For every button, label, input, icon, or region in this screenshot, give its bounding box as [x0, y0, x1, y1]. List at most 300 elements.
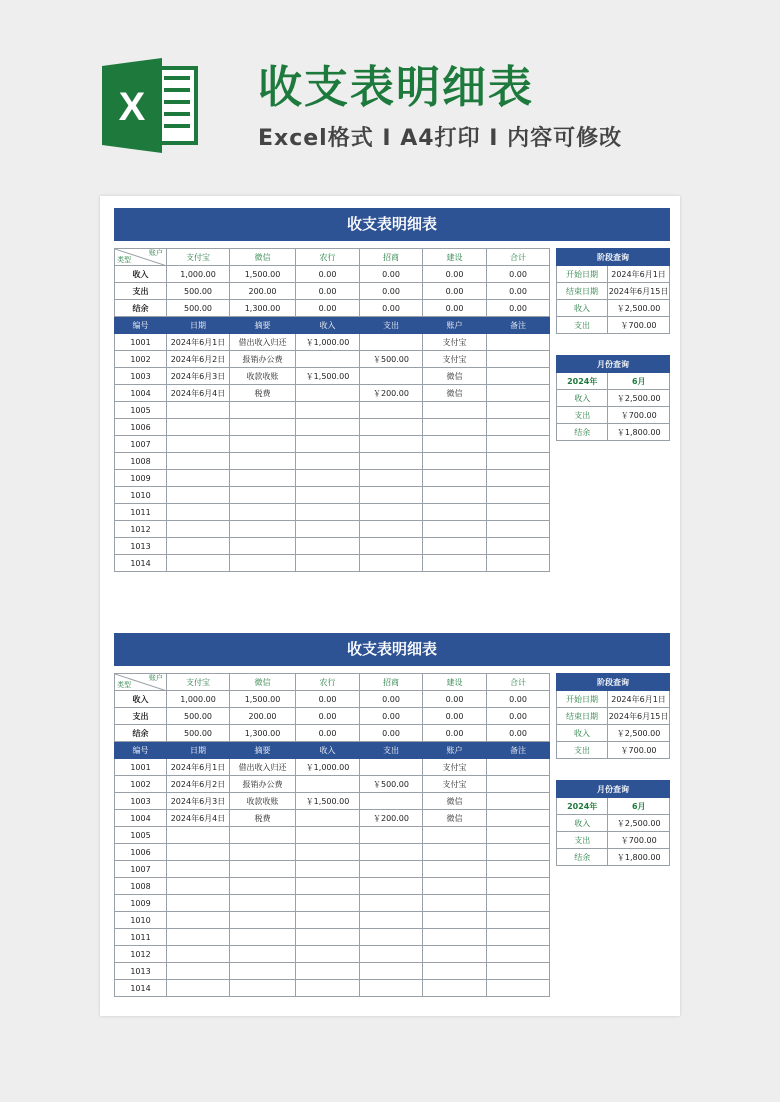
detail-cell[interactable]: 2024年6月4日 — [167, 385, 230, 402]
detail-cell[interactable] — [167, 555, 230, 572]
table-row — [115, 470, 550, 487]
detail-cell[interactable]: ￥500.00 — [360, 351, 423, 368]
detail-cell[interactable] — [487, 963, 550, 980]
detail-cell[interactable]: 收款收账 — [230, 793, 296, 810]
detail-cell[interactable] — [230, 402, 296, 419]
summary-value-cell[interactable]: 0.00 — [423, 708, 487, 725]
detail-cell[interactable]: 1005 — [115, 827, 167, 844]
detail-cell[interactable]: 微信 — [423, 385, 487, 402]
summary-value-cell[interactable]: 1,500.00 — [230, 266, 296, 283]
detail-cell[interactable] — [487, 538, 550, 555]
summary-value-cell[interactable]: 0.00 — [423, 725, 487, 742]
month-query-value[interactable]: ￥1,800.00 — [608, 849, 670, 866]
detail-cell[interactable] — [296, 963, 360, 980]
detail-cell[interactable] — [423, 827, 487, 844]
detail-cell[interactable] — [167, 436, 230, 453]
detail-cell[interactable]: 微信 — [423, 368, 487, 385]
detail-cell[interactable] — [487, 453, 550, 470]
detail-cell[interactable] — [296, 844, 360, 861]
detail-cell[interactable]: ￥500.00 — [360, 776, 423, 793]
detail-cell[interactable] — [360, 402, 423, 419]
detail-cell[interactable] — [296, 827, 360, 844]
detail-cell[interactable]: 报销办公费 — [230, 776, 296, 793]
detail-cell[interactable] — [423, 504, 487, 521]
stage-query-value[interactable]: ￥2,500.00 — [608, 300, 670, 317]
detail-cell[interactable]: 2024年6月2日 — [167, 351, 230, 368]
table-row — [115, 538, 550, 555]
detail-cell[interactable] — [296, 351, 360, 368]
detail-cell[interactable] — [423, 487, 487, 504]
detail-cell[interactable] — [296, 521, 360, 538]
detail-cell[interactable] — [487, 844, 550, 861]
detail-cell[interactable]: 支付宝 — [423, 759, 487, 776]
detail-cell[interactable] — [360, 793, 423, 810]
detail-cell[interactable] — [296, 385, 360, 402]
detail-cell[interactable] — [423, 436, 487, 453]
summary-value-cell[interactable]: 0.00 — [296, 266, 360, 283]
detail-cell[interactable] — [296, 487, 360, 504]
summary-value-cell[interactable]: 200.00 — [230, 708, 296, 725]
month-query-row — [557, 832, 670, 849]
detail-cell[interactable] — [167, 487, 230, 504]
detail-cell[interactable]: 支付宝 — [423, 351, 487, 368]
detail-cell[interactable] — [167, 402, 230, 419]
detail-cell[interactable] — [487, 929, 550, 946]
month-query-value[interactable]: ￥1,800.00 — [608, 424, 670, 441]
detail-cell[interactable]: 1007 — [115, 861, 167, 878]
detail-cell[interactable]: ￥1,500.00 — [296, 793, 360, 810]
stage-query-row — [557, 742, 670, 759]
summary-row — [115, 300, 550, 317]
detail-cell[interactable]: 2024年6月1日 — [167, 334, 230, 351]
detail-cell[interactable] — [167, 844, 230, 861]
table-row — [115, 844, 550, 861]
detail-cell[interactable] — [360, 504, 423, 521]
detail-header-row — [115, 317, 550, 334]
stage-query-value[interactable]: ￥700.00 — [608, 742, 670, 759]
detail-cell[interactable] — [167, 538, 230, 555]
detail-cell[interactable] — [230, 895, 296, 912]
detail-cell[interactable] — [230, 844, 296, 861]
detail-cell[interactable] — [360, 487, 423, 504]
detail-cell[interactable] — [487, 504, 550, 521]
detail-cell[interactable]: 1001 — [115, 759, 167, 776]
detail-cell[interactable]: 2024年6月3日 — [167, 368, 230, 385]
detail-cell[interactable] — [360, 912, 423, 929]
month-query-value[interactable]: ￥2,500.00 — [608, 390, 670, 407]
detail-header-cell: 编号 — [115, 317, 167, 334]
detail-cell[interactable] — [360, 963, 423, 980]
stage-query-row — [557, 708, 670, 725]
detail-cell[interactable] — [423, 980, 487, 997]
detail-cell[interactable]: 1013 — [115, 963, 167, 980]
detail-cell[interactable] — [296, 776, 360, 793]
month-query-value[interactable]: ￥700.00 — [608, 407, 670, 424]
table-row — [115, 929, 550, 946]
table-row — [115, 453, 550, 470]
detail-cell[interactable] — [423, 419, 487, 436]
detail-cell[interactable] — [230, 827, 296, 844]
detail-cell[interactable] — [296, 419, 360, 436]
detail-cell[interactable]: 收款收账 — [230, 368, 296, 385]
detail-cell[interactable] — [230, 419, 296, 436]
detail-cell[interactable] — [487, 861, 550, 878]
detail-cell[interactable]: 1013 — [115, 538, 167, 555]
detail-cell[interactable]: 报销办公费 — [230, 351, 296, 368]
detail-cell[interactable] — [487, 912, 550, 929]
stage-query-value[interactable]: 2024年6月1日 — [608, 691, 670, 708]
detail-cell[interactable]: ￥1,000.00 — [296, 759, 360, 776]
detail-cell[interactable] — [487, 555, 550, 572]
detail-cell[interactable] — [296, 980, 360, 997]
stage-query-table — [556, 248, 670, 334]
detail-cell[interactable] — [296, 810, 360, 827]
detail-cell[interactable]: 1004 — [115, 385, 167, 402]
summary-body — [115, 249, 550, 317]
detail-cell[interactable]: 1011 — [115, 504, 167, 521]
stage-query-value[interactable]: 2024年6月1日 — [608, 266, 670, 283]
detail-cell[interactable] — [487, 878, 550, 895]
summary-value-cell[interactable]: 0.00 — [487, 266, 550, 283]
excel-logo-icon — [100, 58, 200, 153]
detail-cell[interactable] — [423, 521, 487, 538]
month-query-value[interactable]: ￥700.00 — [608, 832, 670, 849]
summary-value-cell[interactable]: 0.00 — [296, 300, 360, 317]
detail-cell[interactable]: 1008 — [115, 453, 167, 470]
detail-cell[interactable] — [296, 929, 360, 946]
account-header-cell: 微信 — [230, 674, 296, 691]
detail-header-row — [115, 742, 550, 759]
detail-cell[interactable] — [487, 385, 550, 402]
summary-value-cell[interactable]: 0.00 — [487, 283, 550, 300]
detail-cell[interactable] — [360, 844, 423, 861]
summary-label-cell: 支出 — [115, 283, 167, 300]
detail-cell[interactable] — [423, 538, 487, 555]
detail-cell[interactable] — [230, 912, 296, 929]
summary-value-cell[interactable]: 0.00 — [360, 725, 423, 742]
table-row — [115, 827, 550, 844]
detail-cell[interactable] — [487, 419, 550, 436]
detail-cell[interactable] — [167, 827, 230, 844]
detail-cell[interactable] — [360, 895, 423, 912]
detail-cell[interactable] — [230, 963, 296, 980]
detail-cell[interactable] — [423, 402, 487, 419]
summary-row — [115, 691, 550, 708]
detail-cell[interactable] — [487, 521, 550, 538]
detail-cell[interactable] — [487, 776, 550, 793]
month-query-label: 结余 — [557, 849, 608, 866]
detail-cell[interactable]: 税费 — [230, 385, 296, 402]
detail-cell[interactable]: 1003 — [115, 368, 167, 385]
detail-cell[interactable] — [487, 827, 550, 844]
detail-cell[interactable] — [423, 878, 487, 895]
detail-cell[interactable] — [296, 861, 360, 878]
detail-cell[interactable]: ￥1,500.00 — [296, 368, 360, 385]
stage-query-label: 结束日期 — [557, 283, 608, 300]
stage-query-value[interactable]: 2024年6月15日 — [608, 708, 670, 725]
detail-cell[interactable] — [296, 538, 360, 555]
summary-value-cell[interactable]: 0.00 — [423, 283, 487, 300]
detail-cell[interactable] — [487, 402, 550, 419]
detail-cell[interactable] — [230, 453, 296, 470]
detail-cell[interactable]: 1011 — [115, 929, 167, 946]
stage-query-value[interactable]: ￥2,500.00 — [608, 725, 670, 742]
summary-value-cell[interactable]: 1,000.00 — [167, 266, 230, 283]
detail-cell[interactable]: 1001 — [115, 334, 167, 351]
month-query-value[interactable]: ￥2,500.00 — [608, 815, 670, 832]
summary-value-cell[interactable]: 0.00 — [360, 708, 423, 725]
detail-cell[interactable] — [360, 436, 423, 453]
detail-cell[interactable] — [360, 929, 423, 946]
summary-value-cell[interactable]: 1,000.00 — [167, 691, 230, 708]
account-header-cell: 合计 — [487, 249, 550, 266]
detail-cell[interactable] — [230, 878, 296, 895]
summary-value-cell[interactable]: 1,300.00 — [230, 725, 296, 742]
month-query-title: 月份查询 — [557, 356, 670, 373]
detail-cell[interactable]: ￥200.00 — [360, 810, 423, 827]
detail-cell[interactable] — [167, 912, 230, 929]
detail-cell[interactable] — [230, 555, 296, 572]
detail-cell[interactable]: 微信 — [423, 810, 487, 827]
detail-cell[interactable] — [423, 929, 487, 946]
detail-cell[interactable] — [360, 555, 423, 572]
detail-cell[interactable]: 1009 — [115, 470, 167, 487]
table-row — [115, 776, 550, 793]
detail-cell[interactable]: ￥1,000.00 — [296, 334, 360, 351]
detail-cell[interactable] — [360, 878, 423, 895]
detail-cell[interactable] — [230, 980, 296, 997]
detail-cell[interactable] — [423, 963, 487, 980]
detail-cell[interactable] — [296, 878, 360, 895]
detail-cell[interactable] — [230, 929, 296, 946]
month-query-year[interactable]: 2024年 — [557, 798, 608, 815]
detail-cell[interactable] — [167, 470, 230, 487]
detail-cell[interactable] — [487, 895, 550, 912]
detail-body — [115, 742, 550, 997]
detail-cell[interactable] — [167, 980, 230, 997]
detail-cell[interactable] — [230, 538, 296, 555]
detail-cell[interactable]: 2024年6月3日 — [167, 793, 230, 810]
detail-cell[interactable]: 1014 — [115, 555, 167, 572]
detail-cell[interactable] — [230, 436, 296, 453]
summary-value-cell[interactable]: 200.00 — [230, 283, 296, 300]
table-row — [115, 793, 550, 810]
summary-value-cell[interactable]: 0.00 — [360, 691, 423, 708]
detail-cell[interactable] — [360, 861, 423, 878]
detail-cell[interactable]: 1014 — [115, 980, 167, 997]
stage-query-table — [556, 673, 670, 759]
detail-cell[interactable]: 1009 — [115, 895, 167, 912]
document-paper — [100, 196, 680, 1016]
summary-value-cell[interactable]: 0.00 — [487, 725, 550, 742]
detail-cell[interactable]: 1008 — [115, 878, 167, 895]
detail-cell[interactable] — [296, 453, 360, 470]
detail-cell[interactable] — [423, 912, 487, 929]
detail-cell[interactable] — [167, 861, 230, 878]
summary-value-cell[interactable]: 0.00 — [423, 300, 487, 317]
detail-cell[interactable]: 税费 — [230, 810, 296, 827]
detail-cell[interactable]: 1012 — [115, 946, 167, 963]
summary-value-cell[interactable]: 0.00 — [487, 708, 550, 725]
detail-cell[interactable] — [230, 521, 296, 538]
detail-cell[interactable]: 1010 — [115, 487, 167, 504]
table-row — [115, 436, 550, 453]
month-query-month[interactable]: 6月 — [608, 798, 670, 815]
detail-cell[interactable] — [423, 470, 487, 487]
detail-cell[interactable] — [167, 521, 230, 538]
detail-cell[interactable] — [230, 487, 296, 504]
table-row — [115, 759, 550, 776]
detail-cell[interactable] — [296, 436, 360, 453]
summary-row — [115, 725, 550, 742]
detail-cell[interactable]: 2024年6月2日 — [167, 776, 230, 793]
detail-cell[interactable] — [487, 946, 550, 963]
detail-cell[interactable] — [423, 555, 487, 572]
account-header-cell: 招商 — [360, 249, 423, 266]
detail-cell[interactable] — [360, 521, 423, 538]
summary-value-cell[interactable]: 0.00 — [360, 300, 423, 317]
detail-cell[interactable] — [360, 538, 423, 555]
detail-cell[interactable] — [360, 470, 423, 487]
detail-cell[interactable]: 微信 — [423, 793, 487, 810]
detail-cell[interactable] — [167, 946, 230, 963]
detail-cell[interactable]: 1010 — [115, 912, 167, 929]
summary-row — [115, 283, 550, 300]
detail-cell[interactable] — [230, 946, 296, 963]
detail-cell[interactable]: 1006 — [115, 844, 167, 861]
detail-cell[interactable] — [360, 946, 423, 963]
detail-cell[interactable] — [296, 946, 360, 963]
detail-cell[interactable]: 1002 — [115, 776, 167, 793]
detail-cell[interactable] — [230, 470, 296, 487]
account-header-row — [115, 674, 550, 691]
detail-cell[interactable] — [360, 759, 423, 776]
detail-cell[interactable] — [230, 861, 296, 878]
detail-cell[interactable] — [423, 946, 487, 963]
detail-cell[interactable] — [296, 402, 360, 419]
detail-cell[interactable]: 支付宝 — [423, 776, 487, 793]
detail-cell[interactable] — [423, 844, 487, 861]
month-query-month[interactable]: 6月 — [608, 373, 670, 390]
summary-value-cell[interactable]: 0.00 — [487, 300, 550, 317]
detail-cell[interactable] — [487, 470, 550, 487]
detail-cell[interactable] — [360, 453, 423, 470]
detail-cell[interactable] — [487, 759, 550, 776]
stage-query-row — [557, 266, 670, 283]
stage-query-value[interactable]: ￥700.00 — [608, 317, 670, 334]
month-query-row — [557, 424, 670, 441]
detail-cell[interactable] — [167, 878, 230, 895]
table-row — [115, 385, 550, 402]
detail-cell[interactable] — [423, 861, 487, 878]
detail-header-cell: 账户 — [423, 742, 487, 759]
account-header-cell: 微信 — [230, 249, 296, 266]
summary-value-cell[interactable]: 0.00 — [296, 708, 360, 725]
detail-cell[interactable]: 支付宝 — [423, 334, 487, 351]
detail-cell[interactable]: 2024年6月1日 — [167, 759, 230, 776]
summary-value-cell[interactable]: 1,300.00 — [230, 300, 296, 317]
summary-value-cell[interactable]: 500.00 — [167, 725, 230, 742]
detail-header-cell: 摘要 — [230, 742, 296, 759]
month-query-year[interactable]: 2024年 — [557, 373, 608, 390]
table-row — [115, 980, 550, 997]
detail-cell[interactable] — [167, 453, 230, 470]
detail-cell[interactable] — [487, 351, 550, 368]
account-header-cell: 支付宝 — [167, 674, 230, 691]
summary-value-cell[interactable]: 0.00 — [360, 266, 423, 283]
detail-cell[interactable]: ￥200.00 — [360, 385, 423, 402]
detail-cell[interactable]: 1007 — [115, 436, 167, 453]
detail-cell[interactable] — [487, 810, 550, 827]
summary-label-cell: 支出 — [115, 708, 167, 725]
detail-cell[interactable] — [487, 980, 550, 997]
summary-value-cell[interactable]: 0.00 — [423, 691, 487, 708]
detail-cell[interactable] — [487, 793, 550, 810]
summary-value-cell[interactable]: 500.00 — [167, 300, 230, 317]
detail-cell[interactable] — [360, 368, 423, 385]
detail-cell[interactable]: 1003 — [115, 793, 167, 810]
detail-cell[interactable] — [230, 504, 296, 521]
detail-cell[interactable] — [487, 487, 550, 504]
detail-cell[interactable]: 1012 — [115, 521, 167, 538]
corner-cell — [115, 674, 167, 691]
corner-bottom-label: 类型 — [117, 681, 131, 689]
detail-cell[interactable] — [360, 827, 423, 844]
summary-value-cell[interactable]: 0.00 — [423, 266, 487, 283]
summary-value-cell[interactable]: 0.00 — [296, 725, 360, 742]
table-row — [115, 912, 550, 929]
detail-cell[interactable] — [167, 895, 230, 912]
detail-cell[interactable]: 1004 — [115, 810, 167, 827]
summary-value-cell[interactable]: 0.00 — [296, 691, 360, 708]
detail-cell[interactable]: 2024年6月4日 — [167, 810, 230, 827]
detail-cell[interactable] — [423, 895, 487, 912]
detail-cell[interactable]: 借出收入归还 — [230, 334, 296, 351]
summary-value-cell[interactable]: 0.00 — [487, 691, 550, 708]
detail-cell[interactable] — [487, 368, 550, 385]
detail-cell[interactable] — [167, 504, 230, 521]
detail-cell[interactable]: 借出收入归还 — [230, 759, 296, 776]
detail-cell[interactable]: 1005 — [115, 402, 167, 419]
detail-cell[interactable] — [296, 504, 360, 521]
detail-cell[interactable] — [360, 419, 423, 436]
detail-cell[interactable]: 1006 — [115, 419, 167, 436]
detail-cell[interactable] — [487, 334, 550, 351]
detail-cell[interactable] — [423, 453, 487, 470]
corner-top-label: 账户 — [149, 674, 163, 682]
detail-cell[interactable] — [296, 912, 360, 929]
detail-cell[interactable] — [296, 555, 360, 572]
summary-value-cell[interactable]: 500.00 — [167, 708, 230, 725]
stage-query-title: 阶段查询 — [557, 249, 670, 266]
stage-query-value[interactable]: 2024年6月15日 — [608, 283, 670, 300]
summary-label-cell: 结余 — [115, 300, 167, 317]
detail-cell[interactable] — [167, 963, 230, 980]
summary-value-cell[interactable]: 0.00 — [296, 283, 360, 300]
detail-cell[interactable] — [360, 334, 423, 351]
summary-value-cell[interactable]: 0.00 — [360, 283, 423, 300]
detail-cell[interactable] — [296, 895, 360, 912]
detail-cell[interactable] — [296, 470, 360, 487]
detail-cell[interactable] — [360, 980, 423, 997]
detail-cell[interactable] — [487, 436, 550, 453]
detail-cell[interactable] — [167, 419, 230, 436]
detail-cell[interactable] — [167, 929, 230, 946]
summary-value-cell[interactable]: 1,500.00 — [230, 691, 296, 708]
summary-value-cell[interactable]: 500.00 — [167, 283, 230, 300]
detail-header-cell: 备注 — [487, 742, 550, 759]
detail-cell[interactable]: 1002 — [115, 351, 167, 368]
